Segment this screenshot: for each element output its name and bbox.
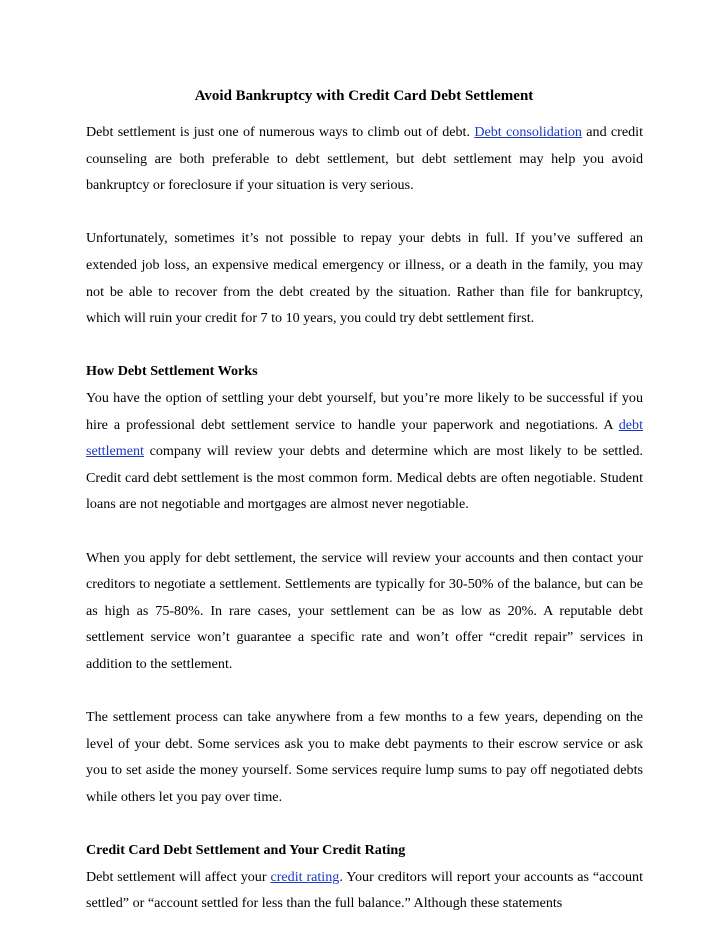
paragraph-intro <box>86 119 643 199</box>
paragraph-text: Debt settlement is just one of numerous ways to climb out of debt. <box>86 124 475 140</box>
link-debt-settlement[interactable]: debt settlement <box>86 416 643 460</box>
paragraph-text: Debt settlement will affect your <box>86 868 271 885</box>
heading-how-debt-settlement-works: How Debt Settlement Works <box>86 363 258 380</box>
paragraph-text: and credit counseling are both preferable to debt settlement, but debt settlement may help you avoid bankruptcy or foreclosure if your situation is very serious. <box>86 124 644 194</box>
paragraph-apply: When you apply for debt settlement, the service will review your accounts and then contact your creditors to negotiate a settlement. Settlements are typically for 30-50% of the balance, but can be as high as 75-80%. In rare cases, your settlement can be as low as 20%. A reputable debt settlement service won’t guarantee a specific rate and won’t offer “credit repair” services in addition to the settlement. <box>86 549 643 672</box>
paragraph-unfortunately: Unfortunately, sometimes it’s not possible to repay your debts in full. If you’ve suffered an extended job loss, an expensive medical emergency or illness, or a death in the family, you may not be able to recover from the debt created by the situation. Rather than file for bankruptcy, which will ruin your credit for 7 to 10 years, you could try debt settlement first. <box>86 230 643 327</box>
paragraph-text: company will review your debts and determine which are most likely to be settled. Credit card debt settlement is the most common form. Medical debts are often negotiable. Student loans are not negotiable and mortgages are almost never negotiable. <box>86 443 643 513</box>
paragraph-settling-options <box>86 385 643 518</box>
paragraph-process: The settlement process can take anywhere from a few months to a few years, depending on the level of your debt. Some services ask you to make debt payments to their escrow service or ask you to set aside the money yourself. Some services require lump sums to pay off negotiated debts while others let you pay over time. <box>86 709 643 805</box>
paragraph-credit-rating <box>86 864 643 917</box>
document-title: Avoid Bankruptcy with Credit Card Debt Settlement <box>194 88 534 104</box>
paragraph-text: You have the option of settling your debt yourself, but you’re more likely to be successful if you hire a professional debt settlement service to handle your paperwork and negotiations. A <box>86 389 643 433</box>
document-body <box>86 119 643 917</box>
link-credit-rating[interactable]: credit rating <box>270 868 340 885</box>
link-debt-consolidation[interactable]: Debt consolidation <box>474 124 582 140</box>
heading-credit-rating: Credit Card Debt Settlement and Your Credit Rating <box>86 842 406 859</box>
paragraph-text: . Your creditors will report your accounts as “account settled” or “account settled for less than the full balance.” Although these statements <box>86 868 644 912</box>
